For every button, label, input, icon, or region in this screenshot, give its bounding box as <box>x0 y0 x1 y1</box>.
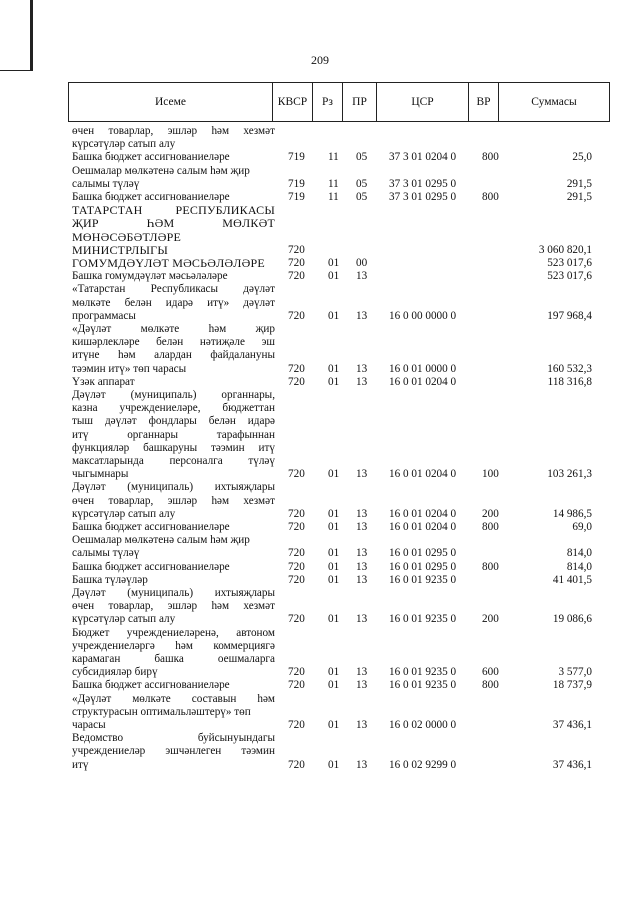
cell-sum: 41 401,5 <box>552 573 592 586</box>
cell-pr: 13 <box>356 613 368 626</box>
cell-kvsr: 719 <box>288 191 305 203</box>
cell-rz: 01 <box>328 573 340 586</box>
table-row <box>0 323 640 376</box>
table-row <box>0 270 640 283</box>
row-name-line: чыгымнары <box>72 468 129 481</box>
cell-csr: 37 3 01 0204 0 <box>389 151 457 164</box>
row-name-line: итүне һәм алардан файдалануны <box>72 349 275 362</box>
cell-csr: 16 0 01 0204 0 <box>389 521 457 533</box>
cell-csr: 37 3 01 0295 0 <box>389 191 457 203</box>
cell-sum: 103 261,3 <box>547 468 592 481</box>
row-name-line: учреждениеләргә һәм коммерциягә <box>72 639 275 652</box>
row-name-line: Ведомство буйсынуындагы <box>72 732 275 745</box>
cell-kvsr: 720 <box>288 257 305 269</box>
row-name-line: учреждениеләр эшчәнлеген тәэмин <box>72 745 275 758</box>
cell-pr: 00 <box>356 257 368 269</box>
cell-vr: 600 <box>482 666 499 679</box>
table-row <box>0 257 640 270</box>
cell-sum: 197 968,4 <box>547 309 592 322</box>
cell-csr: 16 0 01 9235 0 <box>389 679 457 692</box>
cell-sum: 3 060 820,1 <box>538 243 592 256</box>
cell-kvsr: 720 <box>288 468 305 481</box>
row-name-line: күрсәтүләр сатып алу <box>72 613 176 626</box>
row-name-line: Оешмалар мөлкәтенә салым һәм җир <box>72 534 250 547</box>
row-name-line: Башка бюджет ассигнованиеләре <box>72 151 230 164</box>
cell-csr: 16 0 00 0000 0 <box>389 309 457 322</box>
cell-kvsr: 720 <box>288 666 305 679</box>
row-name-line: салымы түләү <box>72 547 140 560</box>
row-name-line: Дәүләт (муниципаль) ихтыяҗлары <box>72 481 275 494</box>
table-row <box>0 125 640 151</box>
cell-sum: 14 986,5 <box>552 507 592 520</box>
cell-sum: 3 577,0 <box>558 666 592 679</box>
cell-csr: 16 0 01 0295 0 <box>389 560 457 573</box>
row-name-line: өчен товарлар, эшләр һәм хезмәт <box>72 125 275 137</box>
cell-kvsr: 720 <box>288 507 305 520</box>
cell-pr: 13 <box>356 468 368 481</box>
cell-rz: 01 <box>328 560 340 573</box>
cell-vr: 800 <box>482 521 499 533</box>
cell-sum: 118 316,8 <box>547 375 592 388</box>
cell-pr: 13 <box>356 666 368 679</box>
cell-vr: 800 <box>482 191 499 203</box>
cell-csr: 16 0 01 0204 0 <box>389 375 457 388</box>
cell-kvsr: 720 <box>288 243 305 256</box>
cell-vr: 200 <box>482 613 499 626</box>
cell-sum: 523 017,6 <box>547 257 592 269</box>
row-name-line: карамаган башка оешмаларга <box>72 652 275 665</box>
row-name-line: максатларында персоналга түләү <box>72 455 275 467</box>
table-row <box>0 204 640 257</box>
cell-csr: 16 0 01 9235 0 <box>389 573 457 586</box>
cell-csr: 16 0 01 0295 0 <box>389 547 457 560</box>
table-row <box>0 389 640 481</box>
table-row <box>0 534 640 560</box>
table-row <box>0 561 640 574</box>
cell-rz: 11 <box>328 191 339 203</box>
row-name-line: мөлкәте белән идарә итү» дәүләт <box>72 296 275 309</box>
cell-sum: 523 017,6 <box>547 270 592 283</box>
row-name-line: өчен товарлар, эшләр һәм хезмәт <box>72 600 275 613</box>
cell-csr: 16 0 01 9235 0 <box>389 613 457 626</box>
row-name-line: чарасы <box>72 718 106 731</box>
table-row <box>0 679 640 692</box>
row-name-line: күрсәтүләр сатып алу <box>72 507 176 520</box>
cell-pr: 05 <box>356 177 368 190</box>
row-name-line: күрсәтүләр сатып алу <box>72 138 176 151</box>
cell-rz: 01 <box>328 257 340 269</box>
row-name-line: Башка гомумдәүләт мәсьәләләре <box>72 270 228 283</box>
col-header-csr: ЦСР <box>377 83 469 121</box>
cell-sum: 69,0 <box>572 521 592 533</box>
table-row <box>0 693 640 733</box>
table-row <box>0 627 640 680</box>
table-row <box>0 574 640 587</box>
row-name-line: программасы <box>72 309 136 322</box>
row-name-line: кишәрлекләре белән нәтиҗәле эш <box>72 336 275 349</box>
row-name-line: итү органнары тарафыннан <box>72 428 275 441</box>
cell-rz: 11 <box>328 177 339 190</box>
cell-kvsr: 720 <box>288 309 305 322</box>
col-header-name: Исеме <box>69 83 273 121</box>
row-name-line: салымы түләү <box>72 177 140 190</box>
cell-kvsr: 720 <box>288 613 305 626</box>
cell-rz: 01 <box>328 613 340 626</box>
row-name-line: «Татарстан Республикасы дәүләт <box>72 283 275 296</box>
cell-sum: 25,0 <box>572 151 592 164</box>
cell-kvsr: 720 <box>288 547 305 560</box>
cell-sum: 19 086,6 <box>552 613 592 626</box>
cell-pr: 13 <box>356 521 368 533</box>
cell-sum: 37 436,1 <box>552 718 592 731</box>
cell-pr: 13 <box>356 309 368 322</box>
cell-sum: 160 532,3 <box>547 362 592 375</box>
row-name-line: «Дәүләт мөлкәте составын һәм <box>72 692 275 705</box>
row-name-line: структурасын оптимальләштерү» төп <box>72 705 251 718</box>
cell-pr: 13 <box>356 375 368 388</box>
row-name-line: субсидияләр бирү <box>72 666 158 679</box>
cell-pr: 13 <box>356 507 368 520</box>
col-header-pr: ПР <box>343 83 377 121</box>
cell-kvsr: 720 <box>288 521 305 533</box>
cell-pr: 13 <box>356 679 368 692</box>
cell-kvsr: 720 <box>288 679 305 692</box>
col-header-rz: Рз <box>313 83 343 121</box>
cell-kvsr: 720 <box>288 758 305 771</box>
cell-kvsr: 719 <box>288 177 305 190</box>
cell-sum: 814,0 <box>566 547 592 560</box>
cell-csr: 16 0 01 0000 0 <box>389 362 457 375</box>
cell-rz: 01 <box>328 718 340 731</box>
cell-kvsr: 720 <box>288 270 305 283</box>
row-name-line: МИНИСТРЛЫГЫ <box>72 242 168 257</box>
table-row <box>0 587 640 627</box>
table-row <box>0 376 640 389</box>
row-name-line: өчен товарлар, эшләр һәм хезмәт <box>72 494 275 507</box>
cell-vr: 800 <box>482 151 499 164</box>
col-header-sum: Суммасы <box>531 96 577 108</box>
cell-vr: 100 <box>482 468 499 481</box>
cell-sum: 37 436,1 <box>552 758 592 771</box>
cell-vr: 800 <box>482 560 499 573</box>
cell-rz: 01 <box>328 362 340 375</box>
cell-kvsr: 720 <box>288 560 305 573</box>
cell-pr: 13 <box>356 758 368 771</box>
cell-pr: 13 <box>356 560 368 573</box>
cell-kvsr: 720 <box>288 362 305 375</box>
cell-rz: 01 <box>328 309 340 322</box>
row-name-line: Үзәк аппарат <box>72 375 135 388</box>
table-row <box>0 481 640 521</box>
page-number: 209 <box>311 53 329 67</box>
row-name-line: Бюджет учреждениеләренә, автоном <box>72 626 275 639</box>
cell-rz: 01 <box>328 521 340 533</box>
cell-rz: 01 <box>328 270 340 283</box>
row-name-line: ГОМУМДӘҮЛӘТ МӘСЬӘЛӘЛӘРЕ <box>72 256 265 270</box>
cell-pr: 13 <box>356 547 368 560</box>
row-name-line: тыш дәүләт фондлары белән идарә <box>72 415 275 428</box>
cell-kvsr: 720 <box>288 573 305 586</box>
cell-csr: 16 0 01 9235 0 <box>389 666 457 679</box>
cell-rz: 01 <box>328 547 340 560</box>
row-name-line: Башка бюджет ассигнованиеләре <box>72 521 230 533</box>
row-name-line: МӨНӘСӘБӘТЛӘРЕ <box>72 229 182 244</box>
row-name-line: Башка түләүләр <box>72 573 148 586</box>
cell-rz: 01 <box>328 666 340 679</box>
row-name-line: итү <box>72 758 89 771</box>
row-name-line: Башка бюджет ассигнованиеләре <box>72 679 230 692</box>
row-name-line: функцияләр башкаруны тәэмин итү <box>72 441 275 454</box>
cell-rz: 11 <box>328 151 339 164</box>
table-row <box>0 283 640 323</box>
cell-rz: 01 <box>328 468 340 481</box>
row-name-line: «Дәүләт мөлкәте һәм җир <box>72 323 275 335</box>
row-name-line: Башка бюджет ассигнованиеләре <box>72 560 230 573</box>
cell-sum: 291,5 <box>566 177 592 190</box>
cell-pr: 13 <box>356 718 368 731</box>
col-header-kvsr: КВСР <box>273 83 313 121</box>
cell-csr: 16 0 02 9299 0 <box>389 758 457 771</box>
row-name-line: Оешмалар мөлкәтенә салым һәм җир <box>72 164 250 177</box>
cell-kvsr: 720 <box>288 718 305 731</box>
cell-csr: 16 0 01 0204 0 <box>389 507 457 520</box>
row-name-line: казна учреждениеләре, бюджеттан <box>72 402 275 415</box>
row-name-line: Башка бюджет ассигнованиеләре <box>72 191 230 203</box>
row-name-line: ТАТАРСТАН РЕСПУБЛИКАСЫ <box>72 203 275 218</box>
cell-pr: 13 <box>356 270 368 283</box>
cell-rz: 01 <box>328 375 340 388</box>
cell-rz: 01 <box>328 507 340 520</box>
cell-sum: 291,5 <box>566 191 592 203</box>
row-name-line: ҖИР ҺӘМ МӨЛКӘТ <box>72 216 275 231</box>
table-row <box>0 732 640 772</box>
cell-csr: 16 0 02 0000 0 <box>389 718 457 731</box>
row-name-line: тәэмин итү» төп чарасы <box>72 362 187 375</box>
cell-pr: 13 <box>356 362 368 375</box>
cell-csr: 37 3 01 0295 0 <box>389 177 457 190</box>
cell-pr: 05 <box>356 191 368 203</box>
cell-kvsr: 719 <box>288 151 305 164</box>
row-name-line: Дәүләт (муниципаль) органнары, <box>72 389 275 401</box>
row-name-line: Дәүләт (муниципаль) ихтыяҗлары <box>72 587 275 599</box>
col-header-vr: ВР <box>469 83 499 121</box>
cell-kvsr: 720 <box>288 375 305 388</box>
cell-rz: 01 <box>328 758 340 771</box>
cell-vr: 800 <box>482 679 499 692</box>
cell-sum: 18 737,9 <box>552 679 592 692</box>
table-row <box>0 521 640 534</box>
cell-sum: 814,0 <box>566 560 592 573</box>
cell-pr: 05 <box>356 151 368 164</box>
table-row <box>0 165 640 191</box>
cell-csr: 16 0 01 0204 0 <box>389 468 457 481</box>
table-row <box>0 151 640 164</box>
cell-vr: 200 <box>482 507 499 520</box>
cell-pr: 13 <box>356 573 368 586</box>
cell-rz: 01 <box>328 679 340 692</box>
